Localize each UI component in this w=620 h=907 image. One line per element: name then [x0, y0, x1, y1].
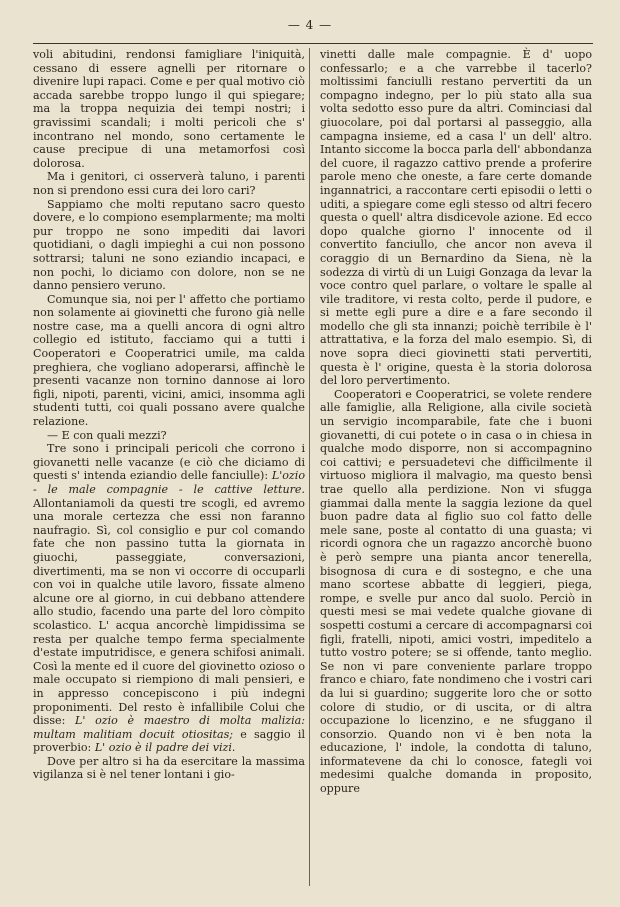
text-run: e saggio il proverbio:	[33, 727, 305, 755]
column-divider	[309, 48, 310, 886]
paragraph	[33, 48, 305, 170]
text-run: voli abitudini, rendonsi famigliare l'iniquità, cessano di essere agnelli per ritornare o divenire lupi rapaci. Come e per qual motivo ciò accada sarebbe troppo lungo il qui spiegare; ma la troppa nequizia dei tempi nostri; i gravissimi scandali; i molti pericoli che s' incontrano nel mondo, sono certamente le cause precipue di una metamorfosi così dolorosa.	[33, 48, 305, 170]
italic-text: L' ozio è il padre dei vizi.	[94, 741, 236, 755]
paragraph	[33, 429, 305, 443]
paragraph	[320, 388, 592, 796]
text-run: Tre sono i principali pericoli che corrono i giovanetti nelle vacanze (e ciò che diciamo di questi s' intenda eziandio delle fanciulle):	[33, 442, 305, 483]
left-column	[33, 48, 305, 782]
paragraph	[320, 48, 592, 388]
text-run: Comunque sia, noi per l' affetto che portiamo non solamente ai giovinetti che furono già nelle nostre case, ma a quelli ancora di ogni altro collegio ed istituto, facciamo qui a tutti i Cooperatori e Cooperatrici umile, ma calda preghiera, che vogliano adoperarsi, affinchè le presenti vacanze non tornino dannose ai loro figli, nipoti, parenti, vicini, amici, insomma agli studenti tutti, coi quali possano avere qualche relazione.	[33, 292, 305, 429]
text-run: Ma i genitori, ci osserverà taluno, i parenti non si prendono essi cura dei loro cari?	[33, 170, 305, 197]
paragraph	[33, 755, 305, 782]
text-run: Dove per altro si ha da esercitare la massima vigilanza si è nel tener lontani i gio-	[33, 754, 305, 782]
right-column	[320, 48, 592, 796]
text-run: Sappiamo che molti reputano sacro questo dovere, e lo compiono esemplarmente; ma molti pur troppo ne sono impediti dai lavori quotidiani, o dagli impieghi a cui non possono sottrarsi; taluni ne sono eziandio incapaci, e non pochi, lo diciamo con dolore, non se ne danno pensiero veruno.	[33, 197, 305, 293]
text-run: — E con quali mezzi?	[47, 428, 167, 442]
header-rule	[33, 43, 593, 44]
text-run: Cooperatori e Cooperatrici, se volete rendere alle famiglie, alla Religione, alla civile società un servigio incomparabile, fate che i buoni giovanetti, di cui potete o in casa o in chiesa in qualche modo disporre, non si accompagnino coi cattivi; e persuadetevi che difficilmente il virtuoso migliora il malvagio, ma questo bensì trae quello alla perdizione. Non vi sfugga giammai dalla mente la saggia lezione da quel buon padre data al figlio suo col fatto delle mele sane, poste al contatto di una guasta; vi ricordi ognora che un ragazzo ancorchè buono è però sempre una pianta ancor tenerella, bisognosa di cura e di sostegno, e che una mano scortese abbatte di leggieri, piega, rompe, e svelle pur anco dal suolo. Perciò in questi mesi se mai vedete qualche giovane di sospetti costumi a cercare di accompagnarsi coi figli, fratelli, nipoti, amici vostri, impeditelo a tutto vostro potere; se si offende, tanto meglio. Se non vi pare conveniente parlare troppo franco e chiaro, fate nondimeno che i vostri cari da lui si guardino; suggerite loro che or sotto colore di studio, or di uscita, or di altra occupazione lo licenzino, e ne sfuggano il consorzio. Quando non vi è ben nota la educazione, l' indole, la condotta di taluno, informatevene da chi lo conosce, fategli voi medesimi qualche domanda in proposito, oppure	[320, 387, 592, 796]
paragraph	[33, 293, 305, 429]
page-number: — 4 —	[287, 18, 333, 32]
paragraph	[33, 170, 305, 197]
italic-text: L' ozio è maestro di molta malizia: multam malitiam docuit otiositas;	[33, 714, 305, 741]
text-run: vinetti dalle male compagnie. È d' uopo confessarlo; e a che varrebbe il tacerlo? moltissimi fanciulli restano pervertiti da un compagno indegno, per lo più stato alla sua volta sedotto esso pure da altri. Cominciasi dal giuocolare, poi dal portarsi al passeggio, alla campagna insieme, ed a casa l' un dell' altro. Intanto siccome la bocca parla dell' abbondanza del cuore, il ragazzo cattivo prende a proferire parole meno che oneste, a fare certe domande ingannatrici, a raccontare certi episodii o letti o uditi, a spiegare come egli stesso od altri fecero questa o quell' altra disdicevole azione. Ed ecco dopo qualche giorno l' innocente od il convertito fanciullo, che ancor non aveva il coraggio di un Bernardino da Siena, nè la sodezza di virtù di un Luigi Gonzaga da levar la voce contro quel parlare, o voltare le spalle al vile traditore, vi resta colto, perde il pudore, e si mette egli pure a dire e a fare secondo il modello che gli sta innanzi; poichè terribile è l' attrattativa, e la forza del malo esempio. Sì, di nove sopra dieci giovinetti stati pervertiti, questa è l' origine, questa è la storia dolorosa del loro pervertimento.	[320, 48, 592, 388]
text-run: Allontaniamoli da questi tre scogli, ed avremo una morale certezza che essi non faranno naufragio. Sì, col consiglio e pur col comando fate che non passino tutta la giornata in giuochi, passeggiate, conversazioni, divertimenti, ma se non vi occorre di occuparli con voi in qualche utile lavoro, fissate almeno alcune ore al giorno, in cui debbano attendere allo studio, facendo una parte del loro còmpito scolastico. L' acqua ancorchè limpidissima se resta per qualche tempo ferma specialmente d'estate imputridisce, e genera schifosi animali. Così la mente ed il cuore del giovinetto ozioso o male occupato si riempiono di mali pensieri, e in appresso concepiscono i più indegni proponimenti. Del resto è infallibile Colui che disse:	[33, 496, 305, 728]
paragraph	[33, 442, 305, 755]
paragraph	[33, 198, 305, 293]
italic-text: L'ozio - le male compagnie - le cattive letture.	[33, 469, 305, 496]
